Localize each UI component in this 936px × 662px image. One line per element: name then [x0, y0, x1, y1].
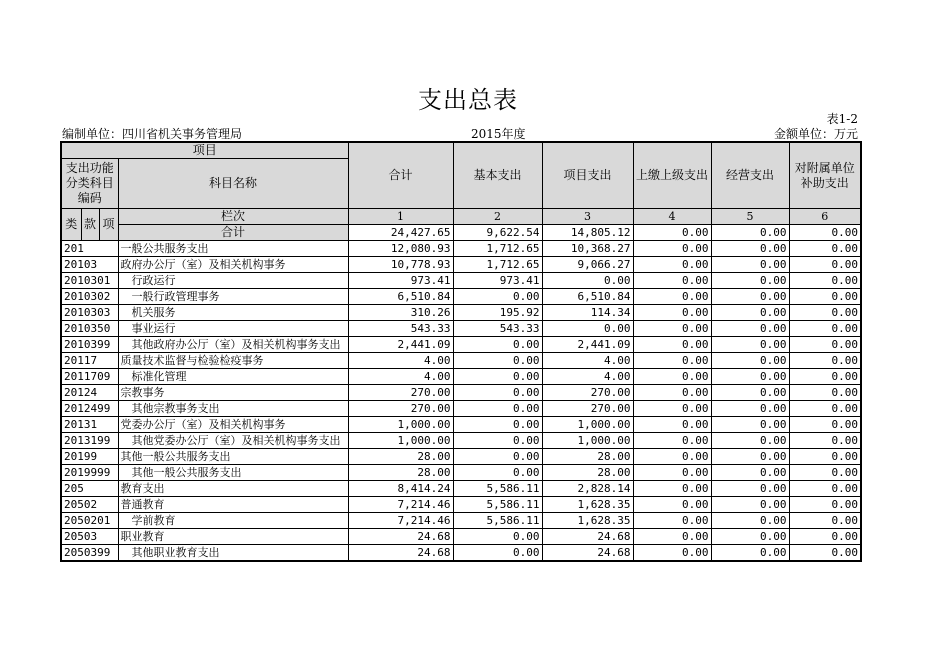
amount-cell: 2,828.14: [542, 481, 633, 497]
amount-cell: 0.00: [633, 273, 711, 289]
subject-name: 其他一般公共服务支出: [118, 449, 348, 465]
amount-cell: 0.00: [633, 401, 711, 417]
amount-cell: 0.00: [633, 305, 711, 321]
amount-cell: 6,510.84: [542, 289, 633, 305]
amount-cell: 0.00: [789, 465, 861, 481]
header-col-basic: 基本支出: [453, 142, 542, 209]
header-col-upper: 上缴上级支出: [633, 142, 711, 209]
amount-cell: 0.00: [633, 369, 711, 385]
amount-cell: 270.00: [348, 385, 453, 401]
amount-cell: 0.00: [453, 385, 542, 401]
subject-name: 标准化管理: [118, 369, 348, 385]
table-row: [61, 337, 861, 353]
amount-cell: 973.41: [453, 273, 542, 289]
header-col-project: 项目支出: [542, 142, 633, 209]
amount-cell: 1,000.00: [348, 417, 453, 433]
amount-cell: 543.33: [453, 321, 542, 337]
amount-cell: 0.00: [633, 321, 711, 337]
amount-cell: 270.00: [542, 385, 633, 401]
header-kuan: 款: [81, 209, 99, 241]
subject-name: 其他一般公共服务支出: [118, 465, 348, 481]
table-row: [61, 417, 861, 433]
amount-cell: 0.00: [633, 545, 711, 562]
amount-unit: 金额单位：万元: [773, 127, 858, 141]
amount-cell: 0.00: [711, 497, 789, 513]
amount-cell: 973.41: [348, 273, 453, 289]
amount-cell: 270.00: [542, 401, 633, 417]
amount-cell: 0.00: [789, 401, 861, 417]
amount-cell: 5,586.11: [453, 513, 542, 529]
expenditure-table: [60, 141, 862, 562]
subject-name: 职业教育: [118, 529, 348, 545]
col-number: 4: [633, 209, 711, 225]
amount-cell: 0.00: [789, 369, 861, 385]
amount-cell: 0.00: [711, 321, 789, 337]
subject-code: 2010302: [61, 289, 118, 305]
amount-cell: 0.00: [453, 449, 542, 465]
amount-cell: 114.34: [542, 305, 633, 321]
subject-code: 205: [61, 481, 118, 497]
subject-name: 事业运行: [118, 321, 348, 337]
amount-cell: 0.00: [789, 513, 861, 529]
subject-name: 其他职业教育支出: [118, 545, 348, 562]
table-row: [61, 321, 861, 337]
amount-cell: 5,586.11: [453, 481, 542, 497]
header-item: 项目: [61, 142, 348, 159]
amount-cell: 1,628.35: [542, 497, 633, 513]
amount-cell: 0.00: [453, 401, 542, 417]
subject-code: 2050399: [61, 545, 118, 562]
table-row: [61, 289, 861, 305]
amount-cell: 0.00: [711, 257, 789, 273]
table-row: [61, 481, 861, 497]
amount-cell: 0.00: [453, 465, 542, 481]
amount-cell: 9,066.27: [542, 257, 633, 273]
header-col-subsidy: 对附属单位补助支出: [789, 142, 861, 209]
subject-code: 20103: [61, 257, 118, 273]
amount-cell: 8,414.24: [348, 481, 453, 497]
subject-name: 一般公共服务支出: [118, 241, 348, 257]
amount-cell: 0.00: [711, 369, 789, 385]
subject-code: 2019999: [61, 465, 118, 481]
header-col-total: 合计: [348, 142, 453, 209]
amount-cell: 0.00: [453, 529, 542, 545]
amount-cell: 0.00: [711, 305, 789, 321]
amount-cell: 4.00: [542, 369, 633, 385]
amount-cell: 12,080.93: [348, 241, 453, 257]
subject-name: 一般行政管理事务: [118, 289, 348, 305]
amount-cell: 0.00: [711, 385, 789, 401]
table-row: [61, 545, 861, 562]
subject-name: 普通教育: [118, 497, 348, 513]
total-label: 合计: [118, 225, 348, 241]
amount-cell: 7,214.46: [348, 497, 453, 513]
table-row: [61, 449, 861, 465]
amount-cell: 0.00: [453, 433, 542, 449]
header-lanci: 栏次: [118, 209, 348, 225]
amount-cell: 0.00: [453, 545, 542, 562]
amount-cell: 7,214.46: [348, 513, 453, 529]
header-xiang: 项: [99, 209, 118, 241]
amount-cell: 0.00: [711, 481, 789, 497]
table-row: [61, 273, 861, 289]
subject-code: 201: [61, 241, 118, 257]
amount-cell: 0.00: [789, 417, 861, 433]
amount-cell: 1,000.00: [348, 433, 453, 449]
amount-cell: 0.00: [711, 433, 789, 449]
subject-code: 20199: [61, 449, 118, 465]
amount-cell: 0.00: [789, 433, 861, 449]
total-row: [61, 225, 861, 241]
amount-cell: 0.00: [789, 545, 861, 562]
amount-cell: 0.00: [789, 289, 861, 305]
amount-cell: 4.00: [348, 369, 453, 385]
subject-name: 宗教事务: [118, 385, 348, 401]
amount-cell: 0.00: [542, 273, 633, 289]
amount-cell: 0.00: [633, 529, 711, 545]
amount-cell: 24.68: [348, 545, 453, 562]
amount-cell: 270.00: [348, 401, 453, 417]
amount-cell: 0.00: [711, 529, 789, 545]
amount-cell: 0.00: [633, 289, 711, 305]
amount-cell: 0.00: [633, 385, 711, 401]
amount-cell: 2,441.09: [542, 337, 633, 353]
subject-code: 2013199: [61, 433, 118, 449]
amount-cell: 10,368.27: [542, 241, 633, 257]
subject-name: 其他党委办公厅（室）及相关机构事务支出: [118, 433, 348, 449]
amount-cell: 0.00: [633, 417, 711, 433]
amount-cell: 0.00: [789, 497, 861, 513]
amount-cell: 0.00: [789, 257, 861, 273]
amount-cell: 2,441.09: [348, 337, 453, 353]
amount-cell: 10,778.93: [348, 257, 453, 273]
subject-code: 2010350: [61, 321, 118, 337]
amount-cell: 0.00: [711, 401, 789, 417]
subject-name: 学前教育: [118, 513, 348, 529]
amount-cell: 28.00: [348, 465, 453, 481]
amount-cell: 4.00: [348, 353, 453, 369]
total-value: 0.00: [711, 225, 789, 241]
subject-name: 党委办公厅（室）及相关机构事务: [118, 417, 348, 433]
amount-cell: 0.00: [453, 289, 542, 305]
amount-cell: 28.00: [348, 449, 453, 465]
amount-cell: 0.00: [789, 273, 861, 289]
col-number: 6: [789, 209, 861, 225]
amount-cell: 0.00: [633, 241, 711, 257]
amount-cell: 0.00: [789, 321, 861, 337]
amount-cell: 0.00: [789, 529, 861, 545]
subject-name: 其他宗教事务支出: [118, 401, 348, 417]
table-row: [61, 369, 861, 385]
table-row: [61, 257, 861, 273]
amount-cell: 1,712.65: [453, 241, 542, 257]
amount-cell: 0.00: [453, 369, 542, 385]
amount-cell: 0.00: [633, 257, 711, 273]
table-number: 表1-2: [826, 112, 858, 126]
subject-code: 2010399: [61, 337, 118, 353]
amount-cell: 0.00: [789, 337, 861, 353]
subject-code: 2012499: [61, 401, 118, 417]
amount-cell: 0.00: [633, 433, 711, 449]
amount-cell: 0.00: [633, 449, 711, 465]
amount-cell: 28.00: [542, 465, 633, 481]
amount-cell: 0.00: [633, 513, 711, 529]
amount-cell: 0.00: [789, 385, 861, 401]
amount-cell: 0.00: [789, 241, 861, 257]
table-row: [61, 497, 861, 513]
amount-cell: 24.68: [542, 545, 633, 562]
amount-cell: 24.68: [348, 529, 453, 545]
subject-name: 质量技术监督与检验检疫事务: [118, 353, 348, 369]
total-value: 14,805.12: [542, 225, 633, 241]
amount-cell: 0.00: [789, 353, 861, 369]
table-row: [61, 433, 861, 449]
subject-code: 2010303: [61, 305, 118, 321]
amount-cell: 0.00: [789, 449, 861, 465]
total-value: 24,427.65: [348, 225, 453, 241]
amount-cell: 543.33: [348, 321, 453, 337]
table-row: [61, 353, 861, 369]
amount-cell: 0.00: [453, 417, 542, 433]
subject-code: 2050201: [61, 513, 118, 529]
amount-cell: 5,586.11: [453, 497, 542, 513]
amount-cell: 0.00: [453, 337, 542, 353]
amount-cell: 0.00: [711, 465, 789, 481]
amount-cell: 0.00: [711, 273, 789, 289]
amount-cell: 1,000.00: [542, 433, 633, 449]
amount-cell: 0.00: [633, 337, 711, 353]
header-col-operating: 经营支出: [711, 142, 789, 209]
table-row: [61, 305, 861, 321]
subject-code: 2010301: [61, 273, 118, 289]
amount-cell: 0.00: [789, 481, 861, 497]
amount-cell: 24.68: [542, 529, 633, 545]
compiling-unit: 编制单位：四川省机关事务管理局: [62, 127, 243, 141]
table-row: [61, 241, 861, 257]
amount-cell: 0.00: [711, 545, 789, 562]
table-row: [61, 465, 861, 481]
amount-cell: 0.00: [711, 449, 789, 465]
col-number: 3: [542, 209, 633, 225]
header-lei: 类: [61, 209, 81, 241]
header-func-class: 支出功能分类科目编码: [61, 159, 118, 209]
subject-code: 2011709: [61, 369, 118, 385]
amount-cell: 0.00: [542, 321, 633, 337]
table-row: [61, 529, 861, 545]
amount-cell: 0.00: [711, 289, 789, 305]
subject-name: 其他政府办公厅（室）及相关机构事务支出: [118, 337, 348, 353]
amount-cell: 0.00: [453, 353, 542, 369]
subject-code: 20124: [61, 385, 118, 401]
subject-name: 政府办公厅（室）及相关机构事务: [118, 257, 348, 273]
amount-cell: 0.00: [633, 353, 711, 369]
header-subject-name: 科目名称: [118, 159, 348, 209]
amount-cell: 4.00: [542, 353, 633, 369]
subject-code: 20117: [61, 353, 118, 369]
table-row: [61, 385, 861, 401]
amount-cell: 1,000.00: [542, 417, 633, 433]
total-value: 0.00: [633, 225, 711, 241]
subject-name: 行政运行: [118, 273, 348, 289]
amount-cell: 310.26: [348, 305, 453, 321]
amount-cell: 28.00: [542, 449, 633, 465]
table-row: [61, 513, 861, 529]
col-number: 1: [348, 209, 453, 225]
amount-cell: 1,712.65: [453, 257, 542, 273]
subject-code: 20503: [61, 529, 118, 545]
subject-name: 教育支出: [118, 481, 348, 497]
amount-cell: 0.00: [711, 513, 789, 529]
total-value: 9,622.54: [453, 225, 542, 241]
amount-cell: 0.00: [711, 353, 789, 369]
subject-code: 20131: [61, 417, 118, 433]
amount-cell: 0.00: [789, 305, 861, 321]
amount-cell: 0.00: [633, 497, 711, 513]
amount-cell: 0.00: [633, 465, 711, 481]
amount-cell: 6,510.84: [348, 289, 453, 305]
subject-code: 20502: [61, 497, 118, 513]
total-value: 0.00: [789, 225, 861, 241]
page-title: 支出总表: [418, 86, 518, 114]
amount-cell: 0.00: [711, 417, 789, 433]
amount-cell: 0.00: [711, 337, 789, 353]
fiscal-year: 2015年度: [471, 127, 526, 141]
col-number: 5: [711, 209, 789, 225]
amount-cell: 1,628.35: [542, 513, 633, 529]
amount-cell: 0.00: [711, 241, 789, 257]
table-row: [61, 401, 861, 417]
subject-name: 机关服务: [118, 305, 348, 321]
amount-cell: 195.92: [453, 305, 542, 321]
amount-cell: 0.00: [633, 481, 711, 497]
col-number: 2: [453, 209, 542, 225]
